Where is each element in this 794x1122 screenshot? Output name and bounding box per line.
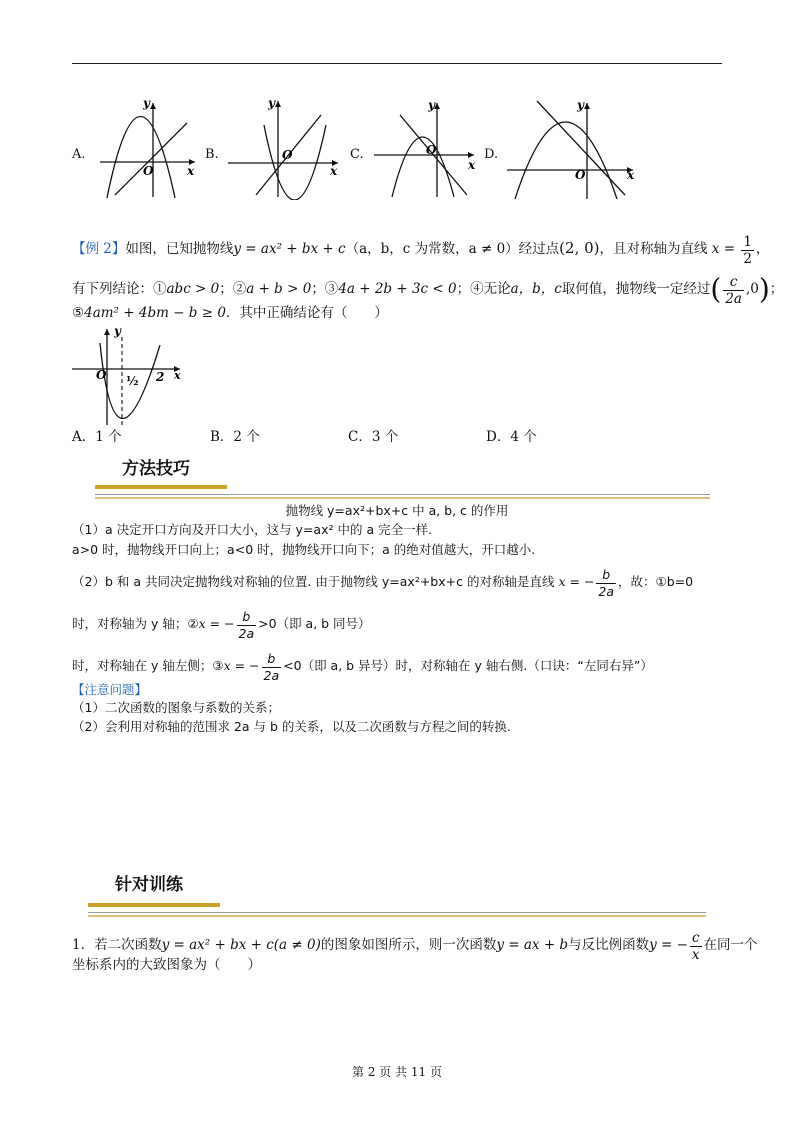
option-d-o: O	[575, 168, 586, 182]
choice-b: B．2 个	[210, 429, 260, 445]
option-b-graph	[226, 95, 346, 200]
text-segment: （a，b，c 为常数，a ≠ 0）经过点	[345, 241, 560, 257]
option-d-x: x	[627, 168, 635, 182]
example2-graph-y: y	[114, 324, 121, 338]
text-segment: >0（即 a, b 同号）	[258, 616, 371, 631]
text-segment: ；	[769, 281, 784, 297]
choice-c: C．3 个	[348, 429, 399, 445]
method-p2: a>0 时，抛物线开口向上；a<0 时，抛物线开口向下；a 的绝对值越大，开口越小.	[72, 542, 536, 557]
math-equation: y = ax² + bx + c	[233, 241, 346, 257]
paren-right: )	[758, 272, 770, 306]
method-title-bar	[95, 485, 227, 489]
method-divider-gold	[95, 497, 710, 499]
example2-graph-half: ½	[126, 374, 139, 388]
example2-graph-x: x	[174, 369, 181, 382]
example2-line1	[72, 234, 769, 267]
example2-graph-two: 2	[156, 370, 165, 384]
frac-num: b	[596, 567, 616, 584]
option-a-x: x	[187, 164, 195, 178]
text-segment: ．其中正确结论有（ ）	[225, 305, 388, 321]
page-footer: 第 2 页 共 11 页	[352, 1065, 442, 1079]
paren-left: (	[710, 272, 722, 306]
text-segment: 1．若二次函数	[72, 937, 162, 953]
math-eq: x = −	[223, 658, 260, 673]
training-divider-dark	[88, 912, 706, 913]
frac-num: b	[262, 651, 282, 668]
option-d-graph	[505, 95, 640, 203]
option-c-x: x	[468, 158, 476, 172]
text-segment: ⑤	[72, 305, 85, 321]
option-d-label: D.	[484, 147, 499, 162]
frac-num: 1	[743, 234, 752, 250]
math-eq: x = −	[558, 574, 595, 589]
method-p4	[72, 609, 371, 642]
frac-den: 2a	[598, 584, 615, 599]
training-title: 针对训练	[115, 875, 183, 895]
method-title: 方法技巧	[122, 459, 190, 479]
frac-den: 2a	[263, 668, 280, 683]
fraction-b-2a	[262, 651, 282, 684]
option-c-o: O	[426, 143, 437, 157]
note-1: （1）二次函数的图象与系数的关系；	[72, 700, 280, 715]
note-title: 【注意问题】	[72, 682, 148, 697]
example2-line3	[72, 304, 388, 322]
text-segment: 如图，已知抛物线	[125, 241, 234, 257]
choice-a: A．1 个	[72, 429, 122, 445]
frac-den: x	[691, 947, 700, 963]
fraction-b-2a	[237, 609, 257, 642]
conclusion-3: 4a + 2b + 3c < 0	[338, 281, 457, 297]
method-heading: 抛物线 y=ax²+bx+c 中 a, b, c 的作用	[285, 503, 509, 518]
text-segment: 取何值，抛物线一定经过	[561, 281, 711, 297]
choice-d: D．4 个	[486, 429, 537, 445]
frac-num: b	[237, 609, 257, 626]
math-point: (2, 0)	[559, 239, 600, 257]
frac-den: 2	[743, 251, 752, 267]
method-p3	[72, 567, 693, 600]
option-c-label: C.	[350, 147, 364, 162]
text-segment: 时，对称轴在 y 轴左侧；③	[72, 658, 224, 673]
note-2: （2）会利用对称轴的范围求 2a 与 b 的关系，以及二次函数与方程之间的转换.	[72, 719, 511, 734]
text-segment: 有下列结论：①	[72, 281, 167, 297]
math-coord: ,0	[745, 281, 759, 297]
example2-graph-o: O	[96, 368, 107, 382]
math-eq: y = ax + b	[496, 937, 569, 953]
fraction-c-2a	[723, 274, 744, 307]
text-segment: 与反比例函数	[568, 937, 650, 953]
frac-num: c	[723, 274, 744, 291]
fraction-c-x	[690, 930, 702, 963]
text-segment: ；④无论	[456, 281, 511, 297]
math-eq: x = −	[198, 616, 235, 631]
text-segment: 在同一个	[703, 937, 758, 953]
example2-graph	[70, 323, 190, 428]
option-a-label: A.	[72, 147, 86, 162]
text-segment: 时，对称轴为 y 轴；②	[72, 616, 199, 631]
text-segment: <0（即 a, b 异号）时，对称轴在 y 轴右侧.（口诀：“左同右异”）	[283, 658, 653, 673]
option-b-x: x	[330, 164, 338, 178]
header-rule	[72, 63, 722, 64]
frac-den: 2a	[725, 291, 742, 307]
conclusion-2: a + b > 0	[246, 281, 312, 297]
fraction-b-2a	[596, 567, 616, 600]
option-a-y: y	[143, 96, 150, 110]
text-segment: 的图象如图所示，则一次函数	[320, 937, 497, 953]
option-d-y: y	[577, 98, 584, 112]
option-c-graph	[372, 97, 482, 202]
q1-line2: 坐标系内的大致图象为（ ）	[72, 957, 261, 973]
option-b-y: y	[268, 96, 275, 110]
conclusion-5: 4am² + 4bm − b ≥ 0	[84, 305, 226, 321]
text-segment: ，	[755, 241, 770, 257]
training-title-bar	[88, 903, 220, 907]
example2-line2	[72, 274, 783, 307]
training-divider-gold	[88, 915, 706, 917]
option-b-label: B.	[205, 147, 219, 162]
frac-num: c	[690, 930, 702, 947]
text-segment: ；③	[311, 281, 339, 297]
text-segment: ，故：①b=0	[618, 574, 694, 589]
method-p1: （1）a 决定开口方向及开口大小，这与 y=ax² 中的 a 完全一样.	[72, 522, 433, 537]
frac-den: 2a	[238, 626, 255, 641]
math-axis-lhs: x =	[711, 241, 736, 257]
math-eq: y = −	[649, 937, 688, 953]
text-segment: ；②	[219, 281, 247, 297]
option-b-o: O	[282, 148, 293, 162]
text-segment: （2）b 和 a 共同决定抛物线对称轴的位置. 由于抛物线 y=ax²+bx+c 的对称轴是直线	[72, 574, 555, 589]
example2-tag: 【例 2】	[72, 241, 126, 257]
text-segment: ，且对称轴为直线	[599, 241, 708, 257]
option-c-y: y	[428, 98, 435, 112]
option-a-o: O	[143, 164, 154, 178]
conclusion-1: abc > 0	[166, 281, 220, 297]
method-p5	[72, 651, 653, 684]
math-vars: a，b，c	[510, 281, 562, 297]
math-eq: y = ax² + bx + c(a ≠ 0)	[161, 937, 321, 953]
fraction-half	[741, 234, 754, 267]
option-a-graph	[95, 95, 200, 200]
method-divider-dark	[95, 494, 710, 495]
